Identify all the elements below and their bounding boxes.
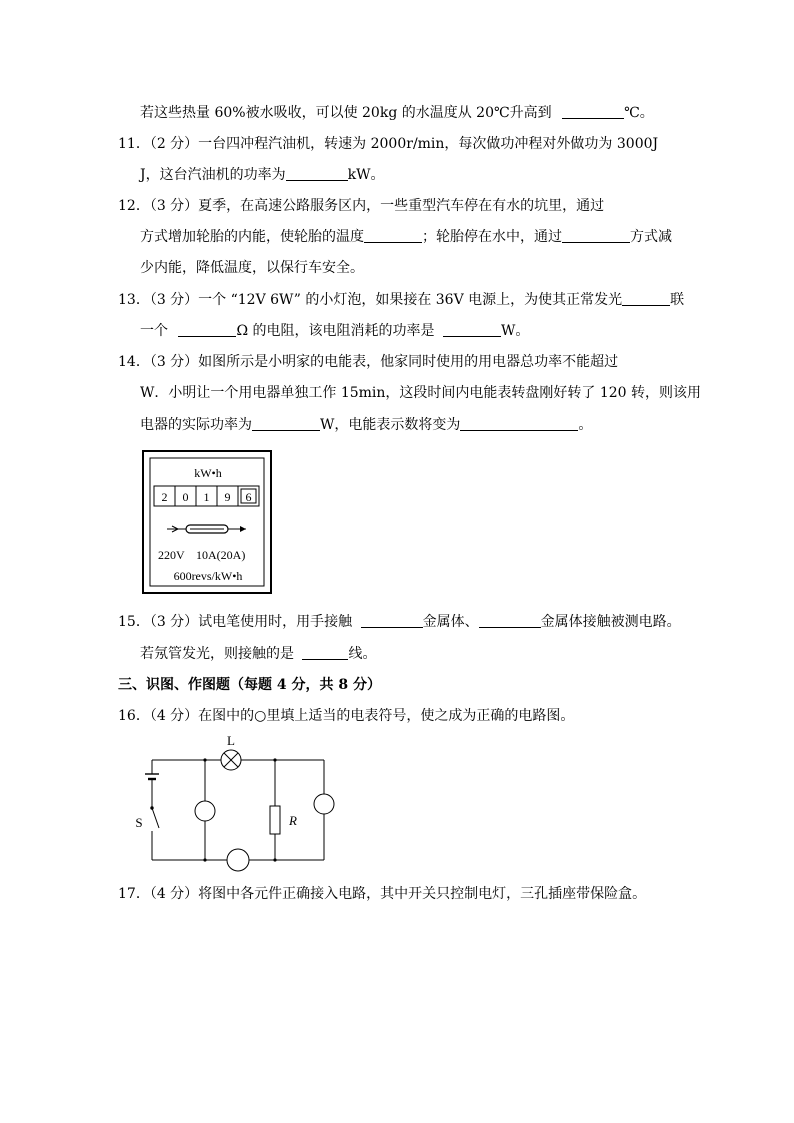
q17-text: 17．（4 分）将图中各元件正确接入电路，其中开关只控制电灯，三孔插座带保险盒。 — [118, 886, 647, 902]
q13-text-d: Ω 的电阻，该电阻消耗的功率是 — [236, 323, 435, 339]
q15-line-2 — [140, 645, 376, 663]
q14-line-1: 14．（3 分）如图所示是小明家的电能表，他家同时使用的用电器总功率不能超过 — [118, 354, 619, 370]
circuit-diagram — [128, 730, 338, 872]
answer-blank[interactable] — [252, 416, 320, 431]
q15-line-1 — [118, 613, 681, 631]
meter-slot-left — [195, 801, 215, 821]
q14-text-c: 。 — [578, 417, 593, 433]
meter-slot-right — [314, 794, 334, 814]
answer-blank[interactable] — [178, 322, 236, 337]
meter-current: 10A(20A) — [196, 548, 246, 562]
answer-blank[interactable] — [562, 228, 630, 243]
meter-digit-decimal: 6 — [245, 490, 252, 504]
q12-line-1: 12．（3 分）夏季，在高速公路服务区内，一些重型汽车停在有水的坑里，通过 — [118, 198, 605, 214]
meter-digits — [154, 486, 259, 506]
energy-meter-figure — [142, 450, 272, 594]
answer-blank[interactable] — [479, 613, 541, 628]
q13-text-c: 一个 — [140, 323, 168, 339]
q13-text-a: 13．（3 分）一个 “12V 6W” 的小灯泡，如果接在 36V 电源上，为使其正常发光 — [118, 292, 623, 308]
q12-text-c: 方式减 — [630, 229, 672, 245]
q12-text-a: 方式增加轮胎的内能，使轮胎的温度 — [140, 229, 364, 245]
section-heading: 三、识图、作图题（每题 4 分，共 8 分） — [118, 677, 381, 693]
q13-line-2 — [140, 322, 529, 340]
q10-tail: ℃。 — [624, 105, 654, 121]
q14-text-b: W，电能表示数将变为 — [320, 417, 461, 433]
lamp-label: L — [227, 733, 235, 748]
q10-line — [140, 104, 654, 122]
q11-unit: kW。 — [347, 167, 385, 183]
q10-text: 若这些热量 60%被水吸收，可以使 20kg 的水温度从 20℃升高到 — [140, 105, 552, 121]
q15-text-b: 金属体、 — [422, 614, 479, 630]
answer-blank[interactable] — [443, 322, 501, 337]
meter-digit: 1 — [203, 490, 210, 504]
q13-text-e: W。 — [500, 323, 530, 339]
q11-line-1: 11．（2 分）一台四冲程汽油机，转速为 2000r/min，每次做功冲程对外做功为 3000J — [118, 136, 659, 152]
switch-label: S — [135, 815, 143, 830]
meter-voltage: 220V — [158, 548, 185, 562]
meter-digit: 9 — [224, 490, 231, 504]
q16-text: 16．（4 分）在图中的○里填上适当的电表符号，使之成为正确的电路图。 — [118, 708, 575, 724]
q12-line-2 — [140, 228, 672, 246]
meter-rotating-disc — [167, 525, 246, 533]
resistor-label: R — [289, 813, 297, 828]
answer-blank[interactable] — [460, 416, 578, 431]
q11-line-2 — [140, 166, 385, 184]
q14-line-3 — [140, 416, 592, 434]
q15-text-a: 15．（3 分）试电笔使用时，用手接触 — [118, 614, 353, 630]
q13-line-1 — [118, 291, 684, 309]
meter-digit: 0 — [182, 490, 189, 504]
q12-text-b: ；轮胎停在水中，通过 — [422, 229, 562, 245]
meter-digit: 2 — [161, 490, 168, 504]
q12-line-3: 少内能，降低温度，以保行车安全。 — [140, 260, 364, 276]
answer-blank[interactable] — [622, 291, 670, 306]
answer-blank[interactable] — [286, 166, 348, 181]
meter-unit: kW•h — [194, 466, 222, 480]
q11-text: J，这台汽油机的功率为 — [140, 167, 286, 183]
q15-text-d: 若氖管发光，则接触的是 — [140, 646, 294, 662]
answer-blank[interactable] — [361, 613, 423, 628]
q15-text-c: 金属体接触被测电路。 — [540, 614, 681, 630]
q14-text-a: 电器的实际功率为 — [140, 417, 252, 433]
meter-slot-bottom — [227, 849, 249, 871]
answer-blank[interactable] — [562, 104, 624, 119]
answer-blank[interactable] — [364, 228, 422, 243]
q14-line-2: W．小明让一个用电器单独工作 15min，这段时间内电能表转盘刚好转了 120 转，则该用 — [140, 385, 702, 401]
q15-text-e: 线。 — [348, 646, 377, 662]
q13-text-b: 联 — [670, 292, 685, 308]
answer-blank[interactable] — [302, 645, 348, 660]
meter-rate: 600revs/kW•h — [173, 569, 243, 583]
